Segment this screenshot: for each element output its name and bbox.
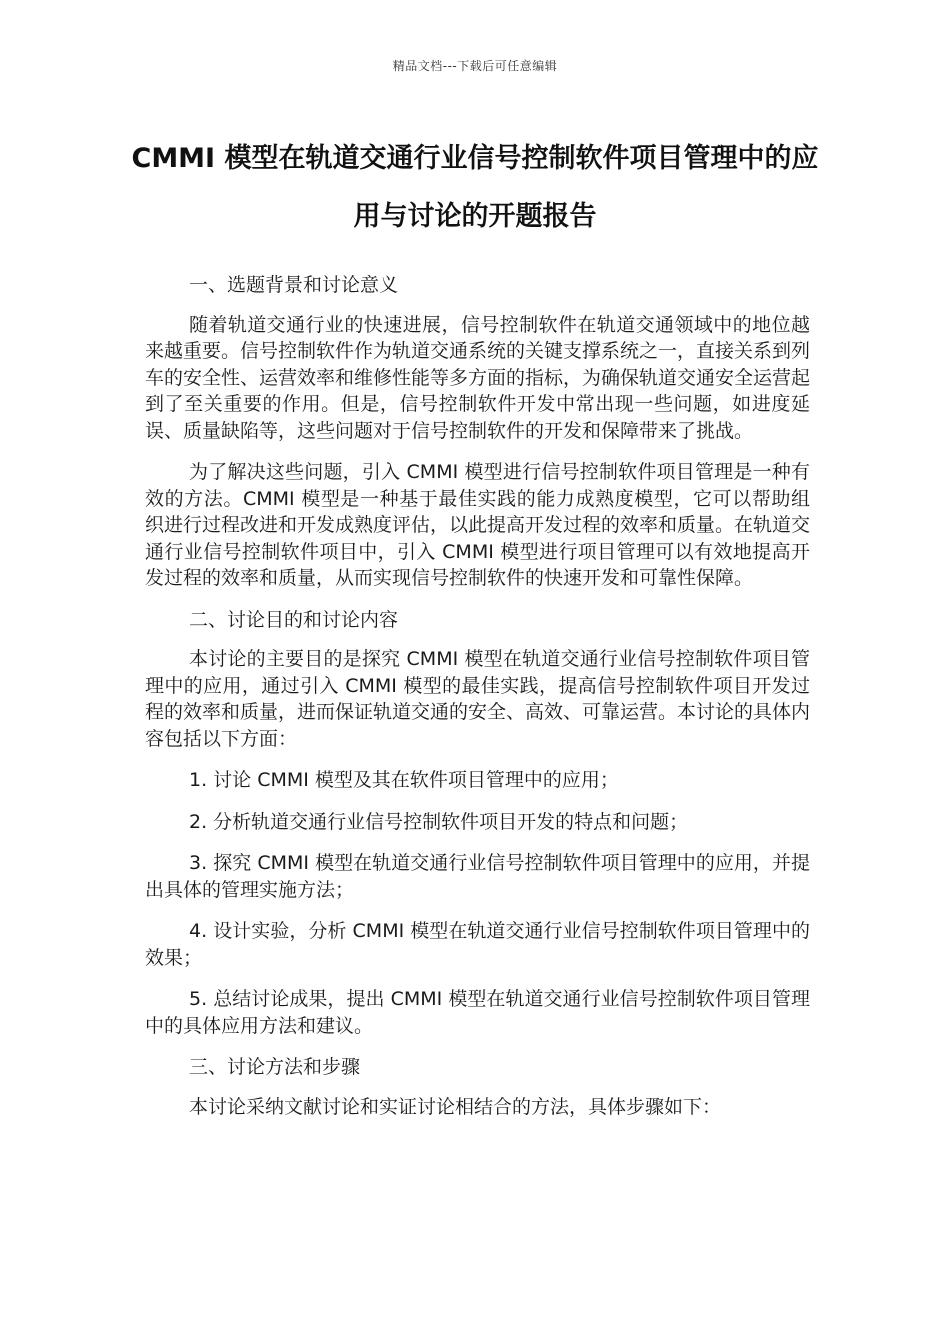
paragraph-background-2: 为了解决这些问题，引入 CMMI 模型进行信号控制软件项目管理是一种有效的方法。CMMI 模型是一种基于最佳实践的能力成熟度模型，它可以帮助组织进行过程改进和开发成熟度评估，以此提高开发过程的效率和质量。在轨道交通行业信号控制软件项目中，引入 CMMI 模型进行项目管理可以有效地提高开发过程的效率和质量，从而实现信号控制软件的快速开发和可靠性保障。 <box>145 461 811 589</box>
paragraph-background-1: 随着轨道交通行业的快速进展，信号控制软件在轨道交通领域中的地位越来越重要。信号控制软件作为轨道交通系统的关键支撑系统之一，直接关系到列车的安全性、运营效率和维修性能等多方面的指标，为确保轨道交通安全运营起到了至关重要的作用。但是，信号控制软件开发中常出现一些问题，如进度延误、质量缺陷等，这些问题对于信号控制软件的开发和保障带来了挑战。 <box>145 313 811 442</box>
document-body <box>145 268 810 1135</box>
list-item: 2. 分析轨道交通行业信号控制软件项目开发的特点和问题； <box>189 810 689 833</box>
paragraph-method: 本讨论采纳文献讨论和实证讨论相结合的方法，具体步骤如下： <box>189 1095 722 1118</box>
list-item: 5. 总结讨论成果，提出 CMMI 模型在轨道交通行业信号控制软件项目管理中的具体应用方法和建议。 <box>145 988 810 1037</box>
document-title: CMMI 模型在轨道交通行业信号控制软件项目管理中的应用与讨论的开题报告 <box>131 143 819 232</box>
section-heading-method: 三、讨论方法和步骤 <box>189 1056 361 1078</box>
list-item: 3. 探究 CMMI 模型在轨道交通行业信号控制软件项目管理中的应用，并提出具体的管理实施方法； <box>145 852 810 901</box>
section-heading-background: 一、选题背景和讨论意义 <box>189 274 399 296</box>
section-heading-purpose: 二、讨论目的和讨论内容 <box>189 608 399 631</box>
list-item: 4. 设计实验，分析 CMMI 模型在轨道交通行业信号控制软件项目管理中的效果； <box>145 920 810 969</box>
paragraph-purpose: 本讨论的主要目的是探究 CMMI 模型在轨道交通行业信号控制软件项目管理中的应用，通过引入 CMMI 模型的最佳实践，提高信号控制软件项目开发过程的效率和质量，进而保证轨道交通的安全、高效、可靠运营。本讨论的具体内容包括以下方面： <box>145 648 811 750</box>
header-note: 精品文档---下载后可任意编辑 <box>392 59 558 73</box>
list-item: 1. 讨论 CMMI 模型及其在软件项目管理中的应用； <box>189 769 619 791</box>
